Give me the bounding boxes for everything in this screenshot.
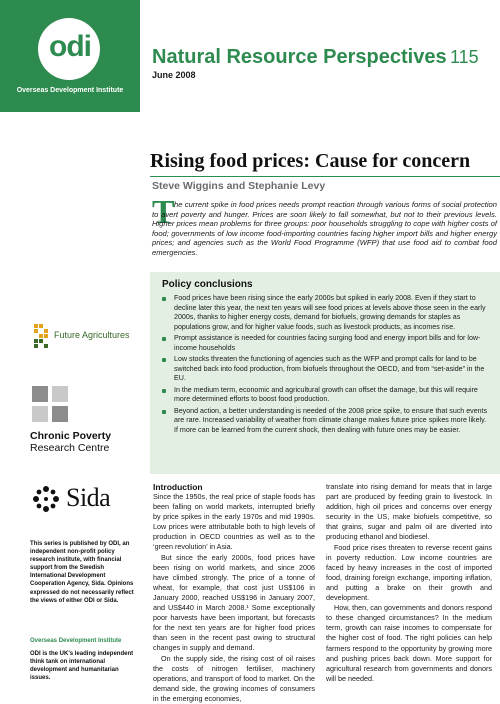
page-title: Rising food prices: Cause for concern: [150, 150, 471, 172]
odi-description: ODI is the UK's leading independent think tank on international development and humanitarian issues.: [30, 651, 134, 682]
odi-heading: Overseas Development Institute: [30, 638, 122, 644]
policy-item: Beyond action, a better understanding is needed of the 2008 price spike, to ensure that such events are rare. Increased variability of weather from climate change makes future price spikes more likely. If more can be learned from the current shock, then dealing with future ones may be easier.: [160, 407, 490, 436]
body-paragraph: translate into rising demand for meats that in large part are produced by feeding grain to livestock. In addition, high oil prices and concerns over energy security in the US, make biofuels competitive, so that grains, sugar and palm oil are diverted into producing ethanol and biodiesel.: [326, 482, 492, 542]
policy-conclusions-list: [160, 294, 490, 437]
body-column-right: [326, 482, 492, 684]
policy-item: Prompt assistance is needed for countries facing surging food and energy import bills and for low-income households: [160, 334, 490, 353]
publication-date: June 2008: [152, 70, 196, 80]
odi-org-name: Overseas Development Institute: [16, 87, 124, 94]
future-agricultures-name: Future Agricultures: [54, 330, 130, 340]
introduction-heading: Introduction: [153, 482, 203, 492]
authors: Steve Wiggins and Stephanie Levy: [152, 180, 326, 192]
sida-logo-icon: [30, 483, 62, 515]
body-paragraph: But since the early 2000s, food prices have been rising on world markets, and since 2006 have climbed strongly. The price of a tonne of wheat, for example, that cost just US$106 in January 2000, reached US$196 in January 2007, and US$440 in March 2008.¹ Some exceptionally poor harvests have been important, but forecasts for the next ten years are for higher food prices than seen in the recent past owing to structural changes in supply and demand.: [153, 552, 315, 653]
body-paragraph: Since the 1950s, the real price of staple foods has been falling on world markets, interrupted briefly by price spikes in the early 1970s and mid 1990s. Low prices were attributable both to high levels of production in OECD countries as well as to the ‘green revolution’ in Asia.: [153, 492, 315, 552]
body-paragraph: Food price rises threaten to reverse recent gains in poverty reduction. Low income countries are faced by heavy increases in the cost of imported food, draining foreign exchange, importing inflation, and putting a brake on their growth and development.: [326, 542, 492, 603]
policy-item: Low stocks threaten the functioning of agencies such as the WFP and prompt calls for land to be switched back into food production, from biofuels throughout the OECD, and from “set-aside” in the EU.: [160, 355, 490, 384]
series-title: Natural Resource Perspectives: [152, 46, 447, 68]
series-publisher-note: This series is published by ODI, an independent non-profit policy research institute, with financial support from the Swedish International Development Cooperation Agency, Sida. Opinions expressed do not necessarily reflect the views of either ODI or Sida.: [30, 541, 134, 604]
title-divider: [150, 176, 500, 177]
issue-number: 115: [450, 47, 479, 67]
cprc-name: [30, 430, 111, 454]
cprc-name-line1: Chronic Poverty: [30, 430, 112, 442]
policy-conclusions-heading: Policy conclusions: [162, 279, 253, 290]
body-paragraph: On the supply side, the rising cost of oil raises the costs of nitrogen fertiliser, machinery operations, and transport of food to market. On the demand side, the growing incomes of consumers in the emerging economies,: [153, 653, 315, 703]
body-paragraph: How, then, can governments and donors respond to these changed circumstances? In the medium term, growth can raise incomes to compensate for the higher cost of food. The right policies can help farmers respond to the opportunity by growing more and pushing prices back down. More support for agricultural research from governments and donors will be needed.: [326, 603, 492, 683]
body-column-left: [153, 492, 315, 704]
policy-item: Food prices have been rising since the early 2000s but spiked in early 2008. Even if they start to decline later this year, the next ten years will see food prices at levels above those seen in the early 2000s, thanks to higher energy costs, demand for biofuels, growing demands for staples as populations grow, and for higher value foods, such as livestock products, as incomes rise.: [160, 294, 490, 332]
cprc-name-line2: Research Centre: [30, 442, 110, 454]
policy-item: In the medium term, economic and agricultural growth can offset the damage, but this will require more determined efforts to boost food production.: [160, 386, 490, 405]
cprc-logo-icon: [30, 384, 70, 424]
abstract-text: he current spike in food prices needs prompt reaction through various forms of social protection to avert poverty and hunger. Prices are soon likely to fall somewhat, but not to their previous levels. Higher prices mean problems for three groups: poor households struggling to cope with higher costs of food; governments of low income food-importing countries facing higher import bills and higher energy prices; and agencies such as the World Food Programme (WFP) that use food aid to combat food emergencies.: [152, 200, 497, 257]
abstract-dropcap: T: [152, 194, 175, 231]
odi-logo-text: odi: [49, 30, 91, 63]
sida-name: Sida: [66, 483, 111, 512]
